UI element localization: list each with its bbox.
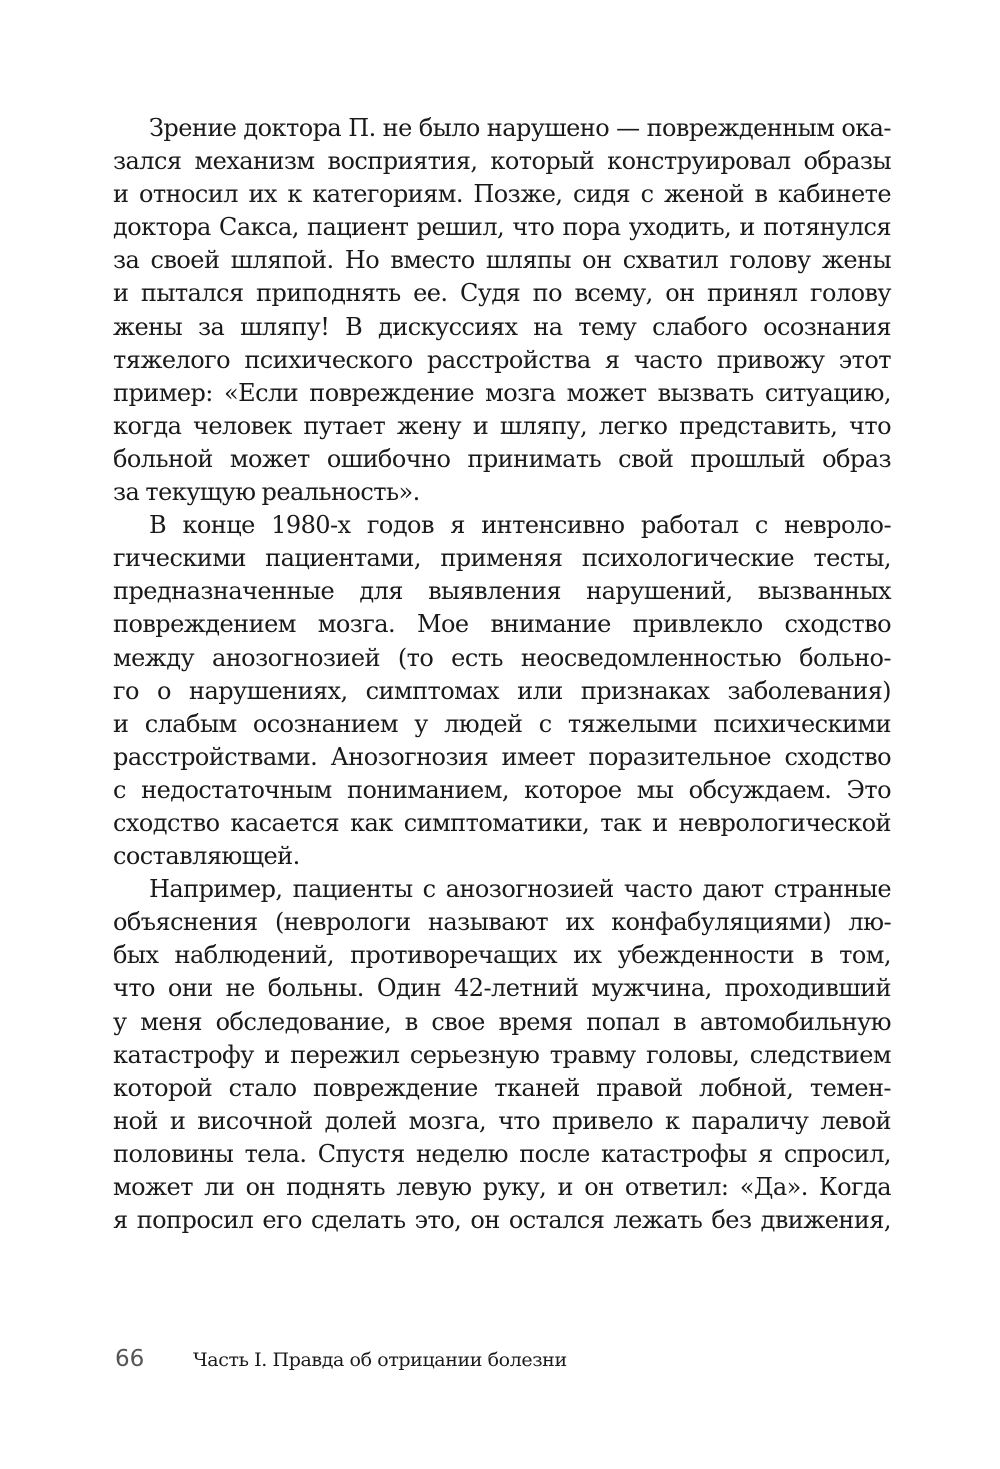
text-line: за текущую реальность». bbox=[113, 478, 420, 507]
text-line: го о нарушениях, симптомах или признаках заболевания) bbox=[113, 676, 891, 705]
text-line: и относил их к категориям. Позже, сидя с женой в кабинете bbox=[113, 180, 891, 209]
text-line: Например, пациенты с анозогнозией часто дают странные bbox=[149, 875, 891, 904]
page-footer bbox=[115, 1344, 567, 1374]
text-line: Зрение доктора П. не было нарушено — поврежденным ока- bbox=[149, 114, 891, 142]
text-line: расстройствами. Анозогнозия имеет поразительное сходство bbox=[113, 742, 891, 771]
text-line: В конце 1980-х годов я интенсивно работал с невроло- bbox=[149, 511, 891, 540]
text-line: пример: «Если повреждение мозга может вызвать ситуацию, bbox=[113, 378, 891, 407]
text-line: что они не больны. Один 42-летний мужчина, проходивший bbox=[113, 974, 891, 1003]
text-line: которой стало повреждение тканей правой лобной, темен- bbox=[113, 1073, 891, 1102]
text-line: зался механизм восприятия, который конструировал образы bbox=[113, 147, 891, 176]
text-line: катастрофу и пережил серьезную травму головы, следствием bbox=[113, 1040, 891, 1069]
text-line: когда человек путает жену и шляпу, легко представить, что bbox=[113, 411, 891, 440]
text-line: больной может ошибочно принимать свой прошлый образ bbox=[113, 444, 891, 473]
text-line: сходство касается как симптоматики, так и неврологической bbox=[113, 808, 891, 837]
text-line: повреждением мозга. Мое внимание привлекло сходство bbox=[113, 610, 891, 639]
text-line: половины тела. Спустя неделю после катастрофы я спросил, bbox=[113, 1139, 891, 1168]
text-line: доктора Сакса, пациент решил, что пора уходить, и потянулся bbox=[113, 213, 891, 242]
page-body bbox=[113, 112, 891, 1237]
text-line: составляющей. bbox=[113, 842, 300, 871]
text-line: за своей шляпой. Но вместо шляпы он схватил голову жены bbox=[113, 246, 891, 275]
text-line: жены за шляпу! В дискуссиях на тему слабого осознания bbox=[113, 312, 891, 341]
text-line: у меня обследование, в свое время попал в автомобильную bbox=[113, 1007, 891, 1036]
text-line: объяснения (неврологи называют их конфабуляциями) лю- bbox=[113, 908, 891, 937]
running-title: Часть I. Правда об отрицании болезни bbox=[193, 1349, 567, 1371]
text-line: предназначенные для выявления нарушений, вызванных bbox=[113, 577, 891, 606]
text-line: может ли он поднять левую руку, и он ответил: «Да». Когда bbox=[113, 1173, 891, 1201]
text-line: я попросил его сделать это, он остался лежать без движения, bbox=[113, 1206, 891, 1235]
text-line: и пытался приподнять ее. Судя по всему, он принял голову bbox=[113, 279, 891, 308]
page-number: 66 bbox=[115, 1346, 145, 1372]
text-line: и слабым осознанием у людей с тяжелыми психическими bbox=[113, 709, 891, 738]
text-line: гическими пациентами, применяя психологические тесты, bbox=[113, 544, 891, 573]
text-line: с недостаточным пониманием, которое мы обсуждаем. Это bbox=[113, 775, 891, 804]
text-line: между анозогнозией (то есть неосведомленностью больно- bbox=[113, 643, 891, 672]
text-line: ной и височной долей мозга, что привело к параличу левой bbox=[113, 1106, 891, 1135]
text-line: бых наблюдений, противоречащих их убежденности в том, bbox=[113, 941, 891, 970]
text-line: тяжелого психического расстройства я часто привожу этот bbox=[113, 345, 891, 374]
